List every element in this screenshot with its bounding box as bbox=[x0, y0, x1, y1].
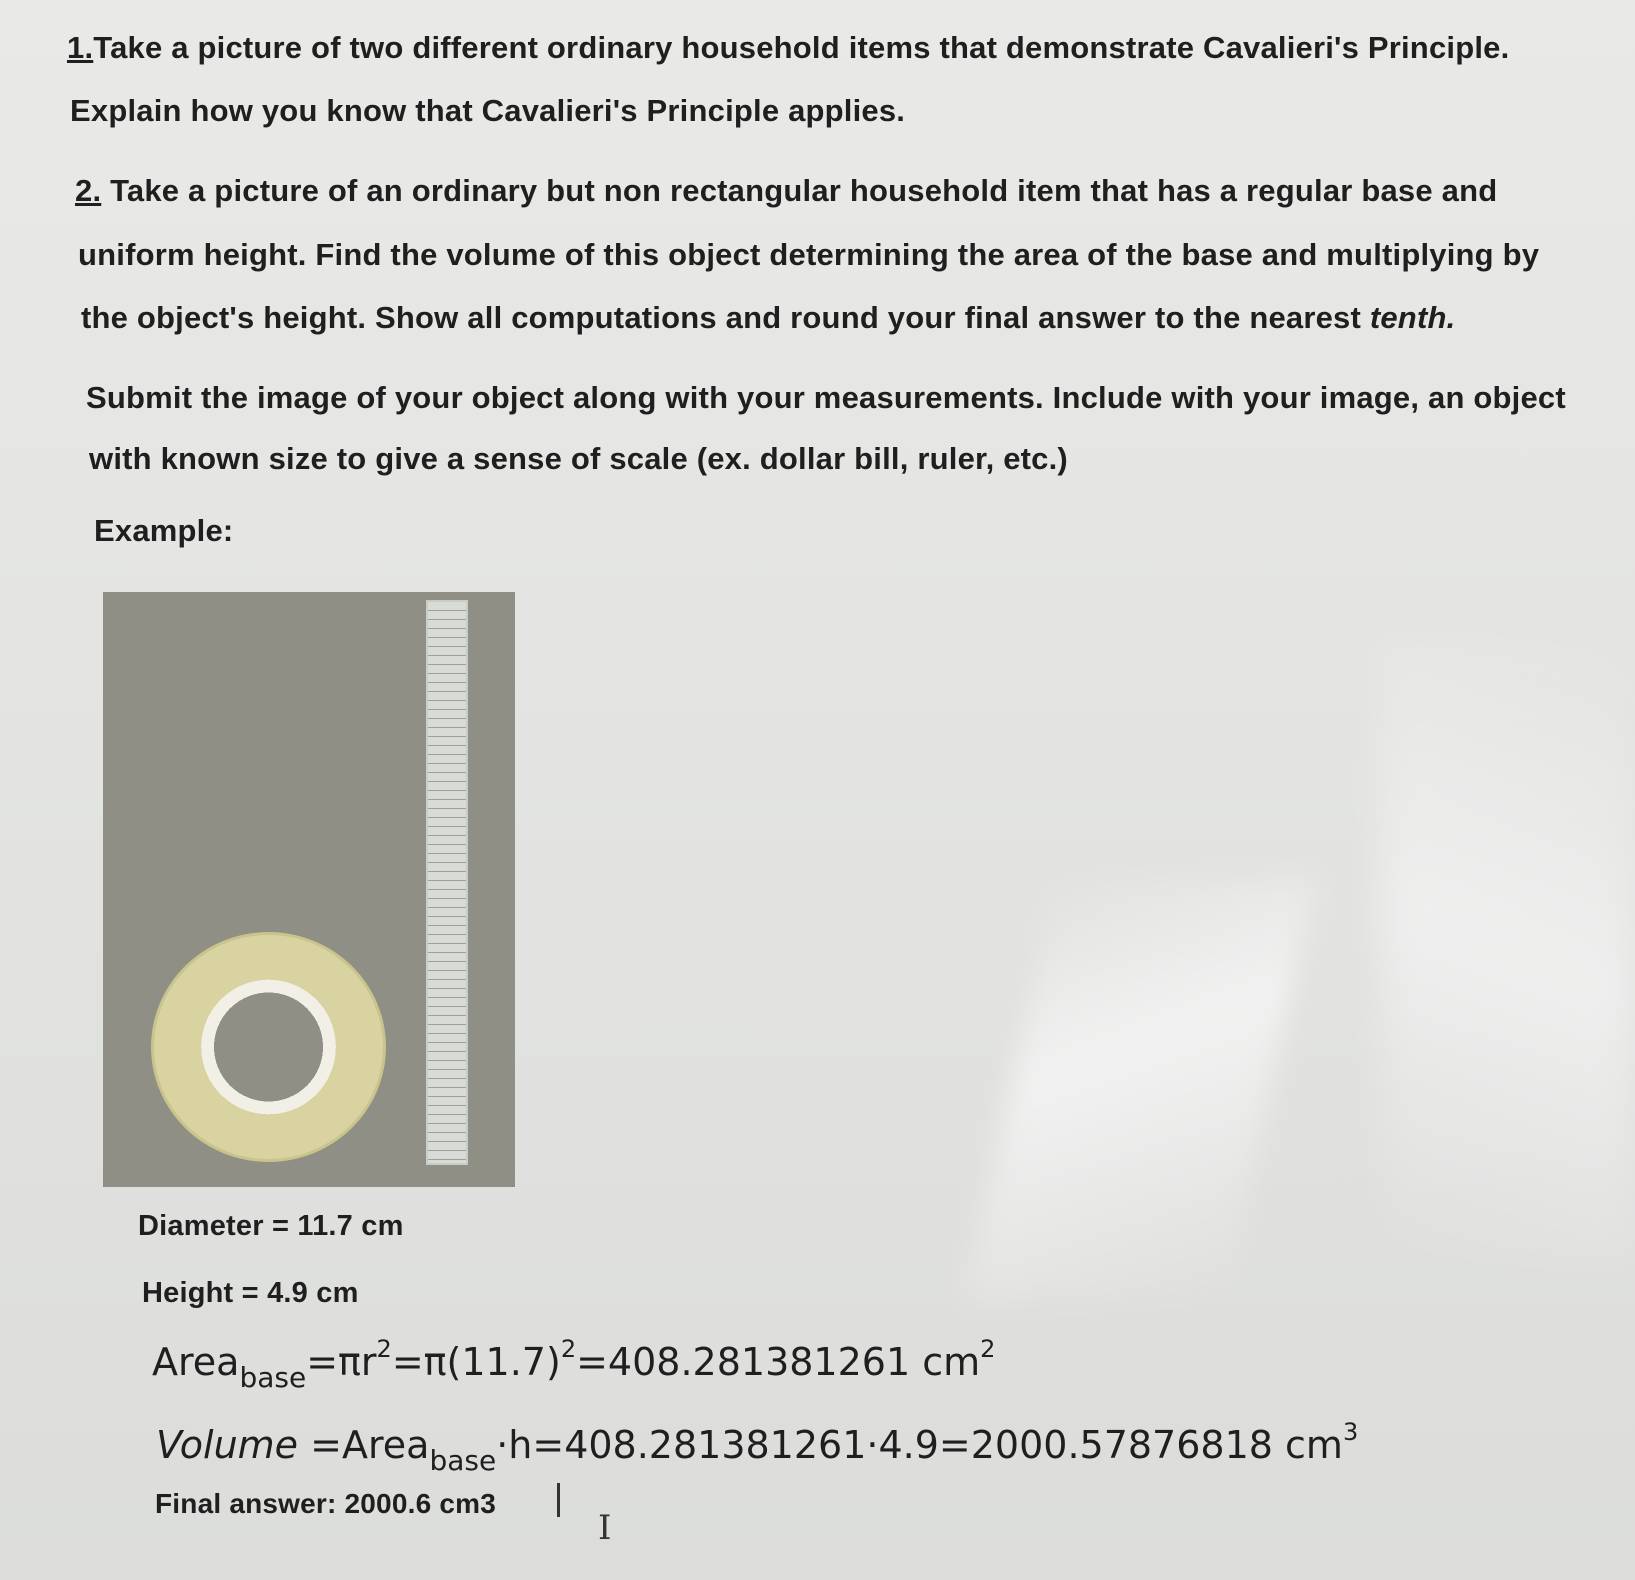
final-answer[interactable]: Final answer: 2000.6 cm3 bbox=[155, 1488, 496, 1519]
ibeam-cursor-icon: I bbox=[598, 1508, 612, 1548]
volume-result: ·h=408.281381261·4.9=2000.57876818 cm bbox=[496, 1423, 1343, 1467]
area-substitution: =π(11.7) bbox=[391, 1340, 561, 1384]
volume-subscript: base bbox=[429, 1444, 497, 1477]
text-caret bbox=[557, 1483, 560, 1517]
submit-line-2: with known size to give a sense of scale (ex. dollar bill, ruler, etc.) bbox=[89, 441, 1068, 476]
question-2-line-1 bbox=[75, 173, 1497, 209]
volume-area-term: =Area bbox=[298, 1423, 430, 1467]
diameter-measurement: Diameter = 11.7 cm bbox=[138, 1210, 404, 1242]
screen-glare bbox=[965, 880, 1314, 1300]
area-label: Area bbox=[152, 1340, 240, 1384]
question-1-line-2: Explain how you know that Cavalieri's Principle applies. bbox=[70, 93, 906, 128]
example-photo bbox=[103, 592, 515, 1187]
area-pi-r: =πr bbox=[306, 1340, 377, 1384]
ruler-image bbox=[426, 600, 468, 1165]
question-2-number: 2. bbox=[75, 173, 102, 208]
volume-exponent: 3 bbox=[1342, 1418, 1359, 1446]
screen-glare-right bbox=[1380, 640, 1635, 1260]
tape-roll-image bbox=[151, 932, 386, 1162]
example-label: Example: bbox=[94, 513, 234, 548]
question-1-number: 1. bbox=[67, 30, 94, 65]
area-exponent-2: 2 bbox=[560, 1335, 577, 1363]
question-2-text: Take a picture of an ordinary but non rectangular household item that has a regular base and bbox=[101, 173, 1498, 208]
area-result: =408.281381261 cm bbox=[576, 1340, 981, 1384]
volume-label: Volume bbox=[156, 1423, 299, 1467]
submit-line-1: Submit the image of your object along with your measurements. Include with your image, an object bbox=[86, 380, 1566, 415]
area-exponent-3: 2 bbox=[980, 1335, 996, 1363]
area-subscript: base bbox=[239, 1361, 307, 1394]
question-2-line-2: uniform height. Find the volume of this object determining the area of the base and multiplying by bbox=[78, 237, 1540, 272]
question-2-line-3 bbox=[81, 300, 1455, 336]
volume-formula bbox=[156, 1418, 1358, 1477]
height-measurement: Height = 4.9 cm bbox=[142, 1277, 359, 1309]
area-formula bbox=[152, 1335, 995, 1394]
question-2-line-3-italic: tenth. bbox=[1369, 300, 1456, 335]
area-exponent-1: 2 bbox=[376, 1335, 392, 1363]
question-2-line-3-text: the object's height. Show all computations and round your final answer to the nearest bbox=[81, 300, 1370, 335]
question-1-line-1 bbox=[67, 30, 1509, 66]
question-1-text: Take a picture of two different ordinary household items that demonstrate Cavalieri's Principle. bbox=[93, 30, 1510, 65]
